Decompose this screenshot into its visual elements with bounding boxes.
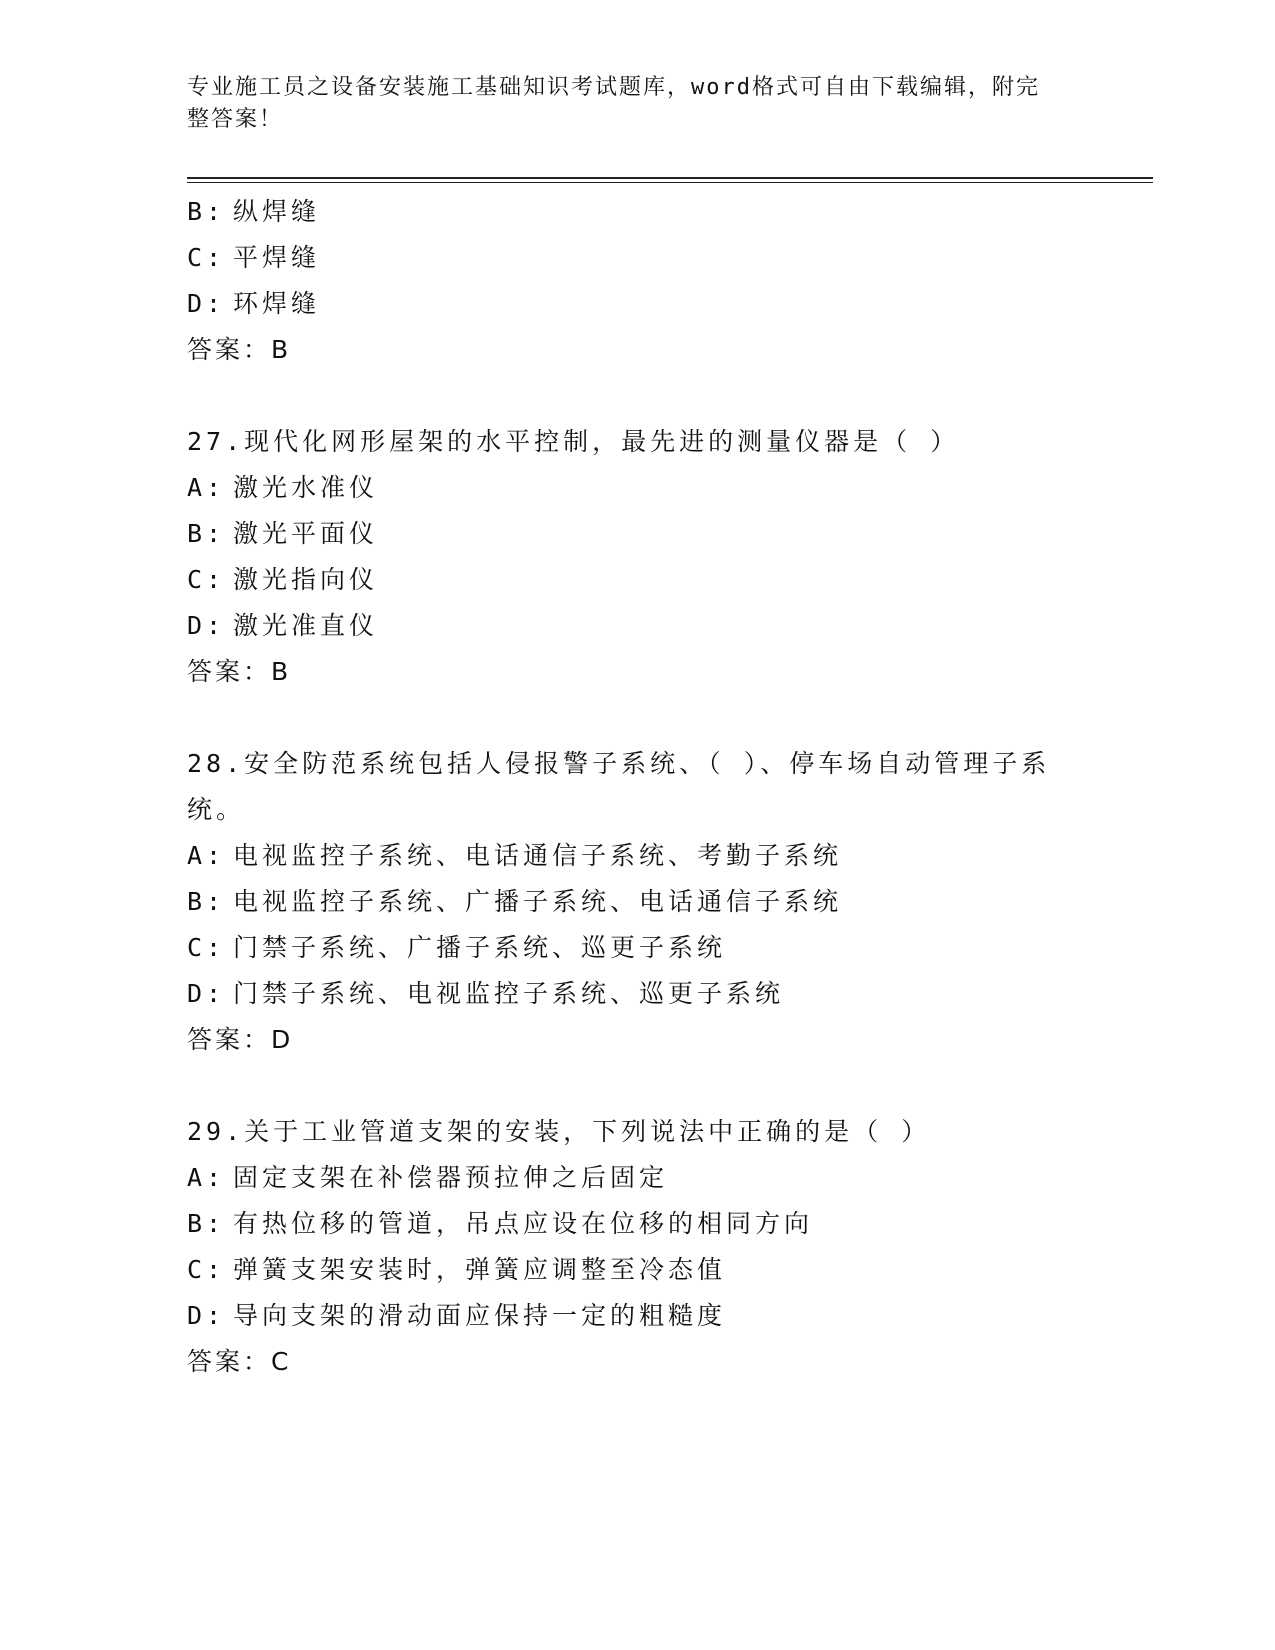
answer-line: 答案：C xyxy=(187,1347,292,1376)
option-letter: D: xyxy=(187,289,226,318)
option-a xyxy=(187,1155,1087,1201)
option-letter: B: xyxy=(187,1209,226,1238)
question-list xyxy=(187,189,1087,1385)
option-letter: A: xyxy=(187,841,226,870)
option-text: 门禁子系统、广播子系统、巡更子系统 xyxy=(233,933,727,962)
option-d xyxy=(187,971,1087,1017)
option-text: 门禁子系统、电视监控子系统、巡更子系统 xyxy=(233,979,785,1008)
option-text: 纵焊缝 xyxy=(233,197,321,226)
answer-line: 答案：B xyxy=(187,657,292,686)
header-rule-thick xyxy=(187,177,1153,179)
carryover-block xyxy=(187,189,1087,373)
option-a xyxy=(187,465,1087,511)
option-text: 有热位移的管道，吊点应设在位移的相同方向 xyxy=(233,1209,814,1238)
spacer xyxy=(187,373,1087,419)
question-stem: 27.现代化网形屋架的水平控制，最先进的测量仪器是（ ） xyxy=(187,427,960,456)
option-letter: C: xyxy=(187,243,226,272)
question-27 xyxy=(187,419,1087,695)
option-c xyxy=(187,235,1087,281)
option-text: 导向支架的滑动面应保持一定的粗糙度 xyxy=(233,1301,727,1330)
option-c xyxy=(187,1247,1087,1293)
option-letter: B: xyxy=(187,519,226,548)
option-letter: B: xyxy=(187,197,226,226)
option-b xyxy=(187,879,1087,925)
spacer xyxy=(187,695,1087,741)
option-d xyxy=(187,1293,1087,1339)
answer-line: 答案：D xyxy=(187,1025,294,1054)
option-text: 环焊缝 xyxy=(233,289,321,318)
header-line-1: 专业施工员之设备安装施工基础知识考试题库，word格式可自由下载编辑，附完 xyxy=(187,75,1040,100)
header-line-2: 整答案！ xyxy=(187,107,284,132)
question-28 xyxy=(187,741,1087,1063)
option-letter: A: xyxy=(187,1163,226,1192)
option-text: 激光水准仪 xyxy=(233,473,379,502)
option-text: 电视监控子系统、广播子系统、电话通信子系统 xyxy=(233,887,843,916)
option-letter: C: xyxy=(187,1255,226,1284)
option-letter: D: xyxy=(187,611,226,640)
option-text: 电视监控子系统、电话通信子系统、考勤子系统 xyxy=(233,841,843,870)
option-letter: A: xyxy=(187,473,226,502)
option-b xyxy=(187,189,1087,235)
option-b xyxy=(187,1201,1087,1247)
option-letter: C: xyxy=(187,565,226,594)
option-text: 激光平面仪 xyxy=(233,519,379,548)
option-a xyxy=(187,833,1087,879)
answer-line: 答案：B xyxy=(187,335,292,364)
option-c xyxy=(187,557,1087,603)
question-stem-continued: 统。 xyxy=(187,795,246,824)
option-c xyxy=(187,925,1087,971)
document-header xyxy=(187,72,1067,136)
option-letter: D: xyxy=(187,979,226,1008)
option-text: 激光指向仪 xyxy=(233,565,379,594)
option-text: 弹簧支架安装时，弹簧应调整至冷态值 xyxy=(233,1255,727,1284)
question-29 xyxy=(187,1109,1087,1385)
question-stem: 28.安全防范系统包括人侵报警子系统、（ ）、停车场自动管理子系 xyxy=(187,749,1051,778)
option-b xyxy=(187,511,1087,557)
question-stem: 29.关于工业管道支架的安装，下列说法中正确的是（ ） xyxy=(187,1117,931,1146)
option-letter: C: xyxy=(187,933,226,962)
option-text: 激光准直仪 xyxy=(233,611,379,640)
option-letter: B: xyxy=(187,887,226,916)
option-d xyxy=(187,281,1087,327)
option-text: 固定支架在补偿器预拉伸之后固定 xyxy=(233,1163,669,1192)
option-d xyxy=(187,603,1087,649)
option-letter: D: xyxy=(187,1301,226,1330)
header-rule-thin xyxy=(187,182,1153,183)
spacer xyxy=(187,1063,1087,1109)
option-text: 平焊缝 xyxy=(233,243,321,272)
